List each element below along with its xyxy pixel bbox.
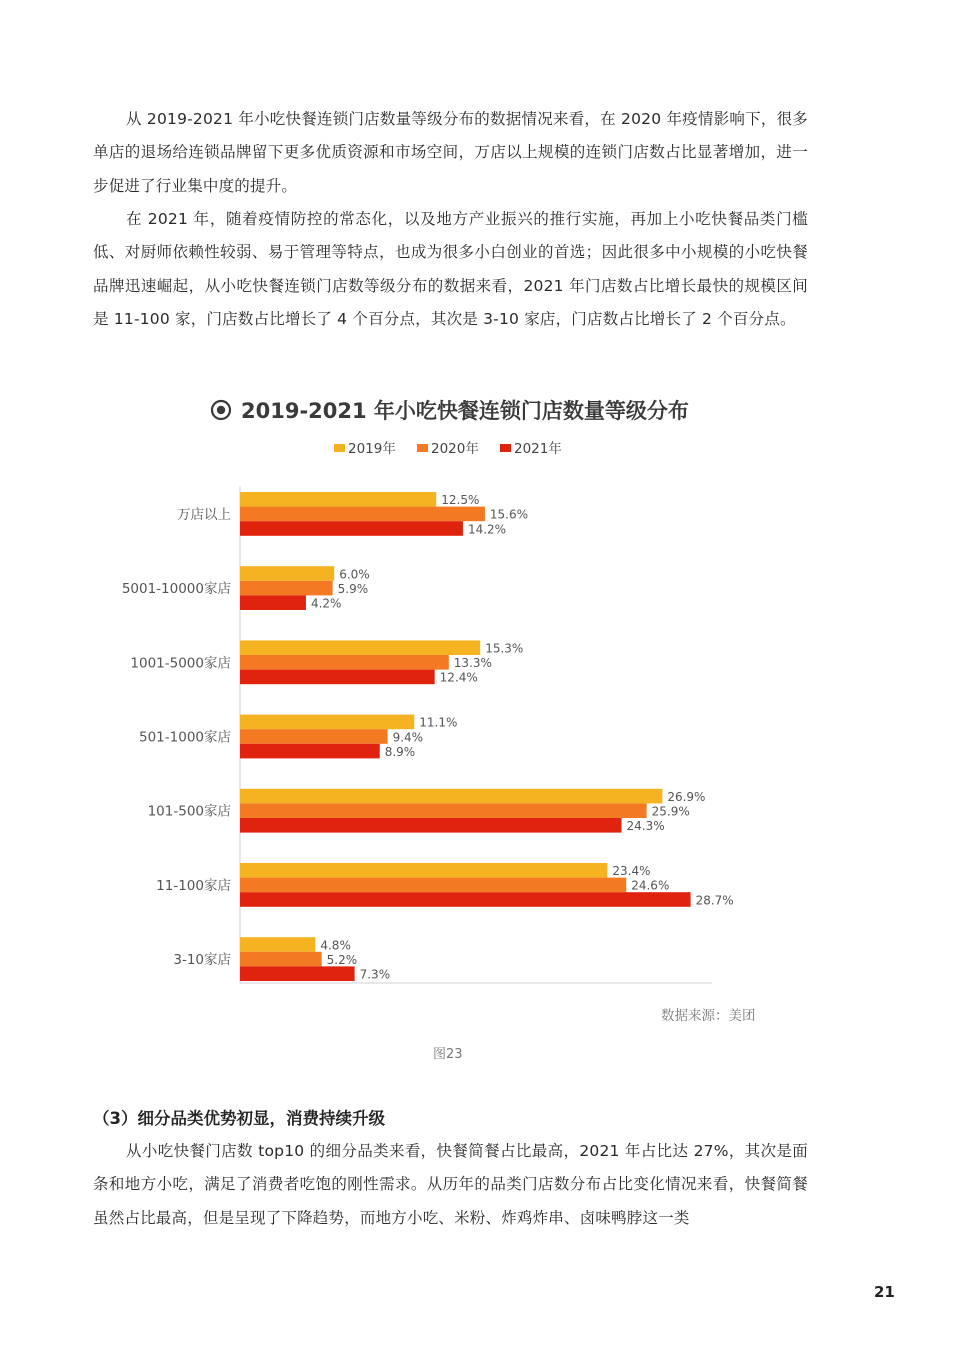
legend-swatch-2021 [500, 444, 511, 452]
page-number: 21 [874, 1283, 895, 1301]
intro-paragraph-1: 从 2019-2021 年小吃快餐连锁门店数量等级分布的数据情况来看，在 2020 年疫情影响下，很多单店的退场给连锁品牌留下更多优质资源和市场空间，万店以上规模的连锁门店数占比显著增加，进一步促进了行业集中度的提升。 [93, 110, 808, 195]
legend-swatch-2019 [334, 444, 345, 452]
data-label: 23.4% [612, 864, 651, 879]
data-label: 15.3% [485, 641, 524, 656]
category-label: 1001-5000家店 [130, 655, 231, 672]
bar-2019 [240, 789, 662, 804]
data-label: 5.2% [326, 952, 358, 967]
chart-plot-area [122, 486, 734, 983]
chart-title-group [212, 399, 689, 423]
bar-2021 [240, 670, 435, 685]
bar-2020 [240, 803, 647, 818]
bar-2021 [240, 595, 306, 610]
data-label: 4.8% [320, 938, 351, 953]
bar-2020 [240, 729, 388, 744]
bar-2019 [240, 937, 315, 952]
data-label: 12.4% [439, 670, 478, 685]
chart-title: 2019-2021 年小吃快餐连锁门店数量等级分布 [241, 399, 689, 423]
data-label: 28.7% [695, 893, 734, 908]
bar-2019 [240, 492, 436, 507]
bar-2020 [240, 507, 485, 522]
data-label: 13.3% [453, 656, 492, 671]
figure-caption: 图23 [433, 1047, 463, 1062]
bar-2021 [240, 892, 691, 907]
category-label: 万店以上 [177, 506, 231, 523]
intro-paragraph-2: 在 2021 年，随着疫情防控的常态化，以及地方产业振兴的推行实施，再加上小吃快餐品类门槛低、对厨师依赖性较弱、易于管理等特点，也成为很多小白创业的首选；因此很多中小规模的小吃快餐品牌迅速崛起，从小吃快餐连锁门店数等级分布的数据来看，2021 年门店数占比增长最快的规模区间是 11-100 家，门店数占比增长了 4 个百分点，其次是 3-10 家店，门店数占比增长了 2 个百分点。 [93, 210, 808, 328]
bar-chart [0, 385, 971, 995]
data-label: 6.0% [339, 567, 370, 582]
bar-2020 [240, 581, 333, 596]
bar-2019 [240, 715, 414, 730]
data-label: 12.5% [441, 493, 480, 508]
data-label: 4.2% [310, 596, 342, 611]
bar-2021 [240, 966, 355, 981]
data-label: 5.9% [337, 581, 369, 596]
bar-2019 [240, 640, 480, 655]
data-label: 25.9% [651, 804, 690, 819]
bar-2019 [240, 863, 607, 878]
bar-2020 [240, 952, 322, 967]
legend-label-2021: 2021年 [514, 441, 562, 457]
chart-legend [334, 440, 562, 457]
bar-2020 [240, 878, 626, 893]
legend-label-2019: 2019年 [348, 441, 396, 457]
category-label: 5001-10000家店 [121, 581, 231, 598]
category-label: 11-100家店 [156, 877, 231, 894]
legend-swatch-2020 [417, 444, 428, 452]
data-label: 9.4% [392, 730, 424, 745]
bar-2019 [240, 566, 334, 581]
bar-2021 [240, 744, 380, 759]
data-label: 26.9% [667, 789, 706, 804]
data-label: 8.9% [384, 744, 416, 759]
data-label: 15.6% [489, 507, 529, 522]
data-label: 24.3% [626, 819, 665, 834]
category-label: 501-1000家店 [139, 729, 231, 746]
body-paragraph: 从小吃快餐门店数 top10 的细分品类来看，快餐简餐占比最高，2021 年占比达 27%，其次是面条和地方小吃，满足了消费者吃饱的刚性需求。从历年的品类门店数分布占比变化情况来看，快餐简餐虽然占比最高，但是呈现了下降趋势，而地方小吃、米粉、炸鸡炸串、卤味鸭脖这一类 [93, 1142, 808, 1227]
section-heading: （3）细分品类优势初显，消费持续升级 [93, 1109, 385, 1128]
category-label: 3-10家店 [173, 952, 231, 969]
bar-2021 [240, 818, 622, 833]
category-label: 101-500家店 [147, 803, 231, 820]
bar-2021 [240, 521, 463, 536]
data-label: 24.6% [631, 878, 670, 893]
data-label: 11.1% [419, 715, 458, 730]
data-label: 7.3% [359, 967, 391, 982]
data-label: 14.2% [467, 522, 507, 537]
data-source: 数据来源：美团 [661, 1008, 756, 1024]
legend-label-2020: 2020年 [431, 441, 479, 457]
target-icon-dot [217, 406, 225, 414]
bar-2020 [240, 655, 449, 670]
